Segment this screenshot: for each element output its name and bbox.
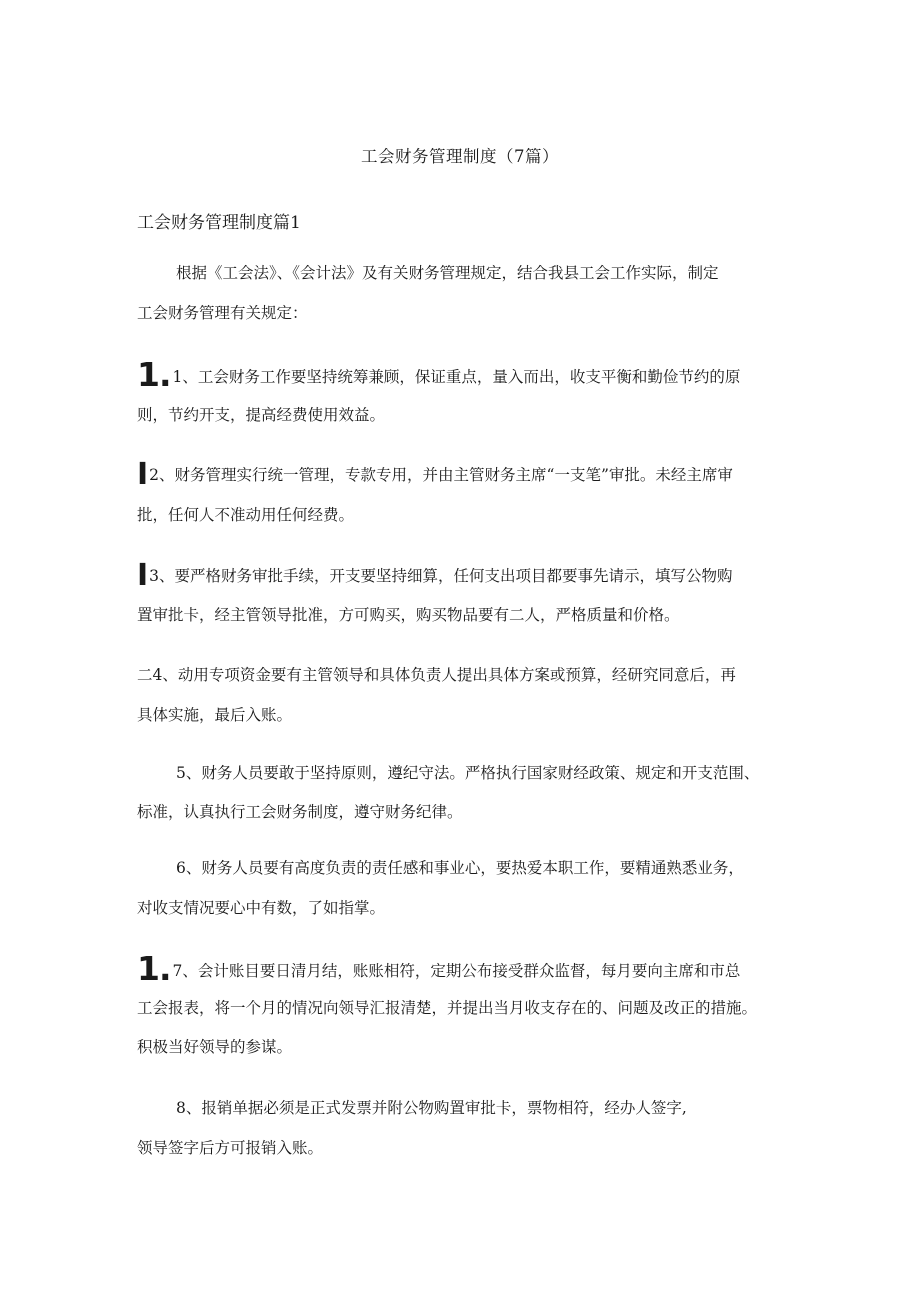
item-2-line-2: 批，任何人不准动用任何经费。 [137,506,355,524]
item-4-line-1: 二4、动用专项资金要有主管领导和具体负责人提出具体方案或预算，经研究同意后，再 [137,666,736,684]
list-marker: 1. [137,949,171,988]
item-1-line-1 [137,355,920,394]
item-3-line-1 [137,558,920,593]
paragraph-intro-line-2: 工会财务管理有关规定： [137,304,308,322]
item-1-line-2: 则，节约开支，提高经费使用效益。 [137,406,386,424]
item-1-text: 1、工会财务工作要坚持统筹兼顾，保证重点，量入而出，收支平衡和勤俭节约的原 [172,368,741,386]
item-4-line-2: 具体实施，最后入账。 [137,706,293,724]
item-7-line-3: 积极当好领导的参谋。 [137,1038,293,1056]
document-title: 工会财务管理制度（7篇） [361,147,559,166]
paragraph-intro-line-1: 根据《工会法》、《会计法》及有关财务管理规定，结合我县工会工作实际，制定 [176,264,719,282]
item-7-text: 7、会计账目要日清月结，账账相符，定期公布接受群众监督，每月要向主席和市总 [172,962,741,980]
item-6-line-2: 对收支情况要心中有数，了如指掌。 [137,899,386,917]
item-2-text: 2、财务管理实行统一管理，专款专用，并由主管财务主席“一支笔”审批。未经主席审 [149,466,733,484]
item-5-line-2: 标准，认真执行工会财务制度，遵守财务纪律。 [137,803,463,821]
item-3-line-2: 置审批卡，经主管领导批准，方可购买，购买物品要有二人，严格质量和价格。 [137,606,680,624]
item-7-line-2: 工会报表，将一个月的情况向领导汇报清楚，并提出当月收支存在的、问题及改正的措施。 [137,999,758,1017]
item-3-text: 3、要严格财务审批手续，开支要坚持细算，任何支出项目都要事先请示，填写公物购 [149,567,733,585]
list-marker: 1. [137,355,171,394]
item-8-line-2: 领导签字后方可报销入账。 [137,1139,324,1157]
item-5-line-1: 5、财务人员要敢于坚持原则，遵纪守法。严格执行国家财经政策、规定和开支范围、 [176,764,760,782]
list-marker: I [137,457,149,492]
item-8-line-1: 8、报销单据必须是正式发票并附公物购置审批卡，票物相符，经办人签字, [176,1099,687,1117]
item-2-line-1 [137,457,920,492]
item-6-line-1: 6、财务人员要有高度负责的责任感和事业心，要热爱本职工作，要精通熟悉业务， [176,859,744,877]
item-7-line-1 [137,949,920,988]
list-marker: I [137,558,149,593]
section-heading: 工会财务管理制度篇1 [137,213,301,233]
